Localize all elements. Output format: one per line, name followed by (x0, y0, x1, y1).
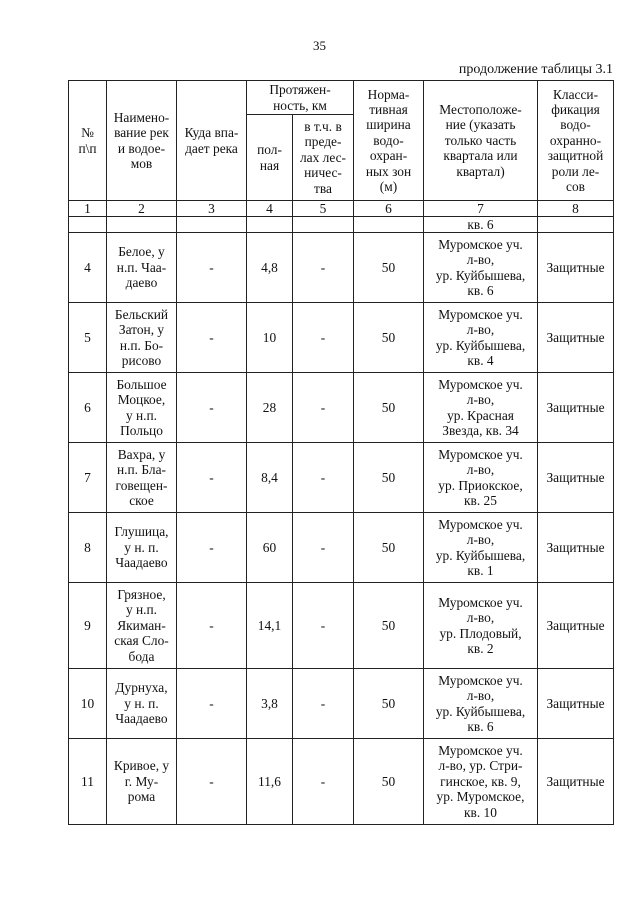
cell-length-forest: - (293, 739, 354, 825)
table-row (69, 739, 614, 825)
header-length-group: Протяжен- ность, км (247, 81, 354, 115)
header-location: Местоположе- ние (указать только часть квартала или квартал) (424, 81, 538, 201)
cell-no: 11 (69, 739, 107, 825)
cell-no: 7 (69, 443, 107, 513)
cell-length-total: 14,1 (247, 583, 293, 669)
cell-location: Муромское уч. л-во, ур. Стри- гинское, кв. 9, ур. Муромское, кв. 10 (424, 739, 538, 825)
cell-zone-width: 50 (354, 233, 424, 303)
header-length-forest: в т.ч. в преде- лах лес- ничес- тва (293, 115, 354, 201)
cell-name: Большое Моцкое, у н.п. Польцо (107, 373, 177, 443)
column-number: 6 (354, 201, 424, 217)
cell-flows-into: - (177, 443, 247, 513)
table-row (69, 443, 614, 513)
cell-name: Глушица, у н. п. Чаадаево (107, 513, 177, 583)
column-numbers-row (69, 201, 614, 217)
cell-flows-into: - (177, 513, 247, 583)
header-flows-into: Куда впа- дает река (177, 81, 247, 201)
cell-flows-into (177, 217, 247, 233)
cell-no: 10 (69, 669, 107, 739)
cell-length-forest (293, 217, 354, 233)
cell-location: Муромское уч. л-во, ур. Красная Звезда, кв. 34 (424, 373, 538, 443)
table-row (69, 583, 614, 669)
table-header (69, 81, 614, 217)
cell-no: 5 (69, 303, 107, 373)
page-number: 35 (313, 38, 326, 53)
cell-length-forest: - (293, 513, 354, 583)
cell-length-forest: - (293, 583, 354, 669)
cell-location: Муромское уч. л-во, ур. Куйбышева, кв. 6 (424, 669, 538, 739)
cell-length-total: 8,4 (247, 443, 293, 513)
column-number: 3 (177, 201, 247, 217)
cell-location: Муромское уч. л-во, ур. Куйбышева, кв. 1 (424, 513, 538, 583)
table-row (69, 513, 614, 583)
cell-zone-width: 50 (354, 303, 424, 373)
column-number: 1 (69, 201, 107, 217)
cell-zone-width (354, 217, 424, 233)
cell-name: Дурнуха, у н. п. Чаадаево (107, 669, 177, 739)
cell-name: Грязное, у н.п. Якиман- ская Сло- бода (107, 583, 177, 669)
cell-length-total: 11,6 (247, 739, 293, 825)
cell-name: Кривое, у г. Му- рома (107, 739, 177, 825)
cell-length-total: 60 (247, 513, 293, 583)
cell-classification: Защитные (538, 669, 614, 739)
header-classification: Класси- фикация водо- охранно- защитной роли ле- сов (538, 81, 614, 201)
cell-classification: Защитные (538, 373, 614, 443)
cell-length-forest: - (293, 373, 354, 443)
cell-location: кв. 6 (424, 217, 538, 233)
table-row (69, 233, 614, 303)
cell-flows-into: - (177, 739, 247, 825)
cell-zone-width: 50 (354, 583, 424, 669)
cell-length-total: 4,8 (247, 233, 293, 303)
cell-zone-width: 50 (354, 373, 424, 443)
cell-no: 4 (69, 233, 107, 303)
column-number: 8 (538, 201, 614, 217)
cell-no (69, 217, 107, 233)
cell-flows-into: - (177, 373, 247, 443)
cell-name (107, 217, 177, 233)
cell-length-total: 10 (247, 303, 293, 373)
table-row (69, 373, 614, 443)
cell-classification: Защитные (538, 443, 614, 513)
cell-location: Муромское уч. л-во, ур. Куйбышева, кв. 6 (424, 233, 538, 303)
cell-length-total: 28 (247, 373, 293, 443)
column-number: 5 (293, 201, 354, 217)
cell-classification: Защитные (538, 513, 614, 583)
column-number: 2 (107, 201, 177, 217)
cell-zone-width: 50 (354, 739, 424, 825)
cell-classification: Защитные (538, 583, 614, 669)
cell-zone-width: 50 (354, 443, 424, 513)
cell-length-forest: - (293, 303, 354, 373)
column-number: 4 (247, 201, 293, 217)
cell-length-forest: - (293, 669, 354, 739)
header-name: Наимено- вание рек и водое- мов (107, 81, 177, 201)
cell-name: Вахра, у н.п. Бла- говещен- ское (107, 443, 177, 513)
cell-length-total (247, 217, 293, 233)
header-no: № п\п (69, 81, 107, 201)
cell-classification: Защитные (538, 233, 614, 303)
table-row (69, 669, 614, 739)
cell-length-forest: - (293, 233, 354, 303)
cell-flows-into: - (177, 303, 247, 373)
table-row (69, 303, 614, 373)
cell-zone-width: 50 (354, 669, 424, 739)
table-row (69, 217, 614, 233)
table-body (69, 217, 614, 825)
cell-location: Муромское уч. л-во, ур. Приокское, кв. 25 (424, 443, 538, 513)
cell-no: 6 (69, 373, 107, 443)
cell-length-total: 3,8 (247, 669, 293, 739)
cell-no: 9 (69, 583, 107, 669)
cell-classification (538, 217, 614, 233)
cell-zone-width: 50 (354, 513, 424, 583)
cell-location: Муромское уч. л-во, ур. Плодовый, кв. 2 (424, 583, 538, 669)
header-length-total: пол- ная (247, 115, 293, 201)
water-bodies-table (68, 80, 614, 825)
cell-location: Муромское уч. л-во, ур. Куйбышева, кв. 4 (424, 303, 538, 373)
cell-flows-into: - (177, 669, 247, 739)
cell-flows-into: - (177, 233, 247, 303)
header-zone-width: Норма- тивная ширина водо- охран- ных зон (м) (354, 81, 424, 201)
cell-length-forest: - (293, 443, 354, 513)
table-continuation-caption: продолжение таблицы 3.1 (458, 62, 613, 77)
cell-name: Белое, у н.п. Чаа- даево (107, 233, 177, 303)
cell-no: 8 (69, 513, 107, 583)
cell-flows-into: - (177, 583, 247, 669)
column-number: 7 (424, 201, 538, 217)
cell-classification: Защитные (538, 303, 614, 373)
cell-classification: Защитные (538, 739, 614, 825)
cell-name: Бельский Затон, у н.п. Бо- рисово (107, 303, 177, 373)
